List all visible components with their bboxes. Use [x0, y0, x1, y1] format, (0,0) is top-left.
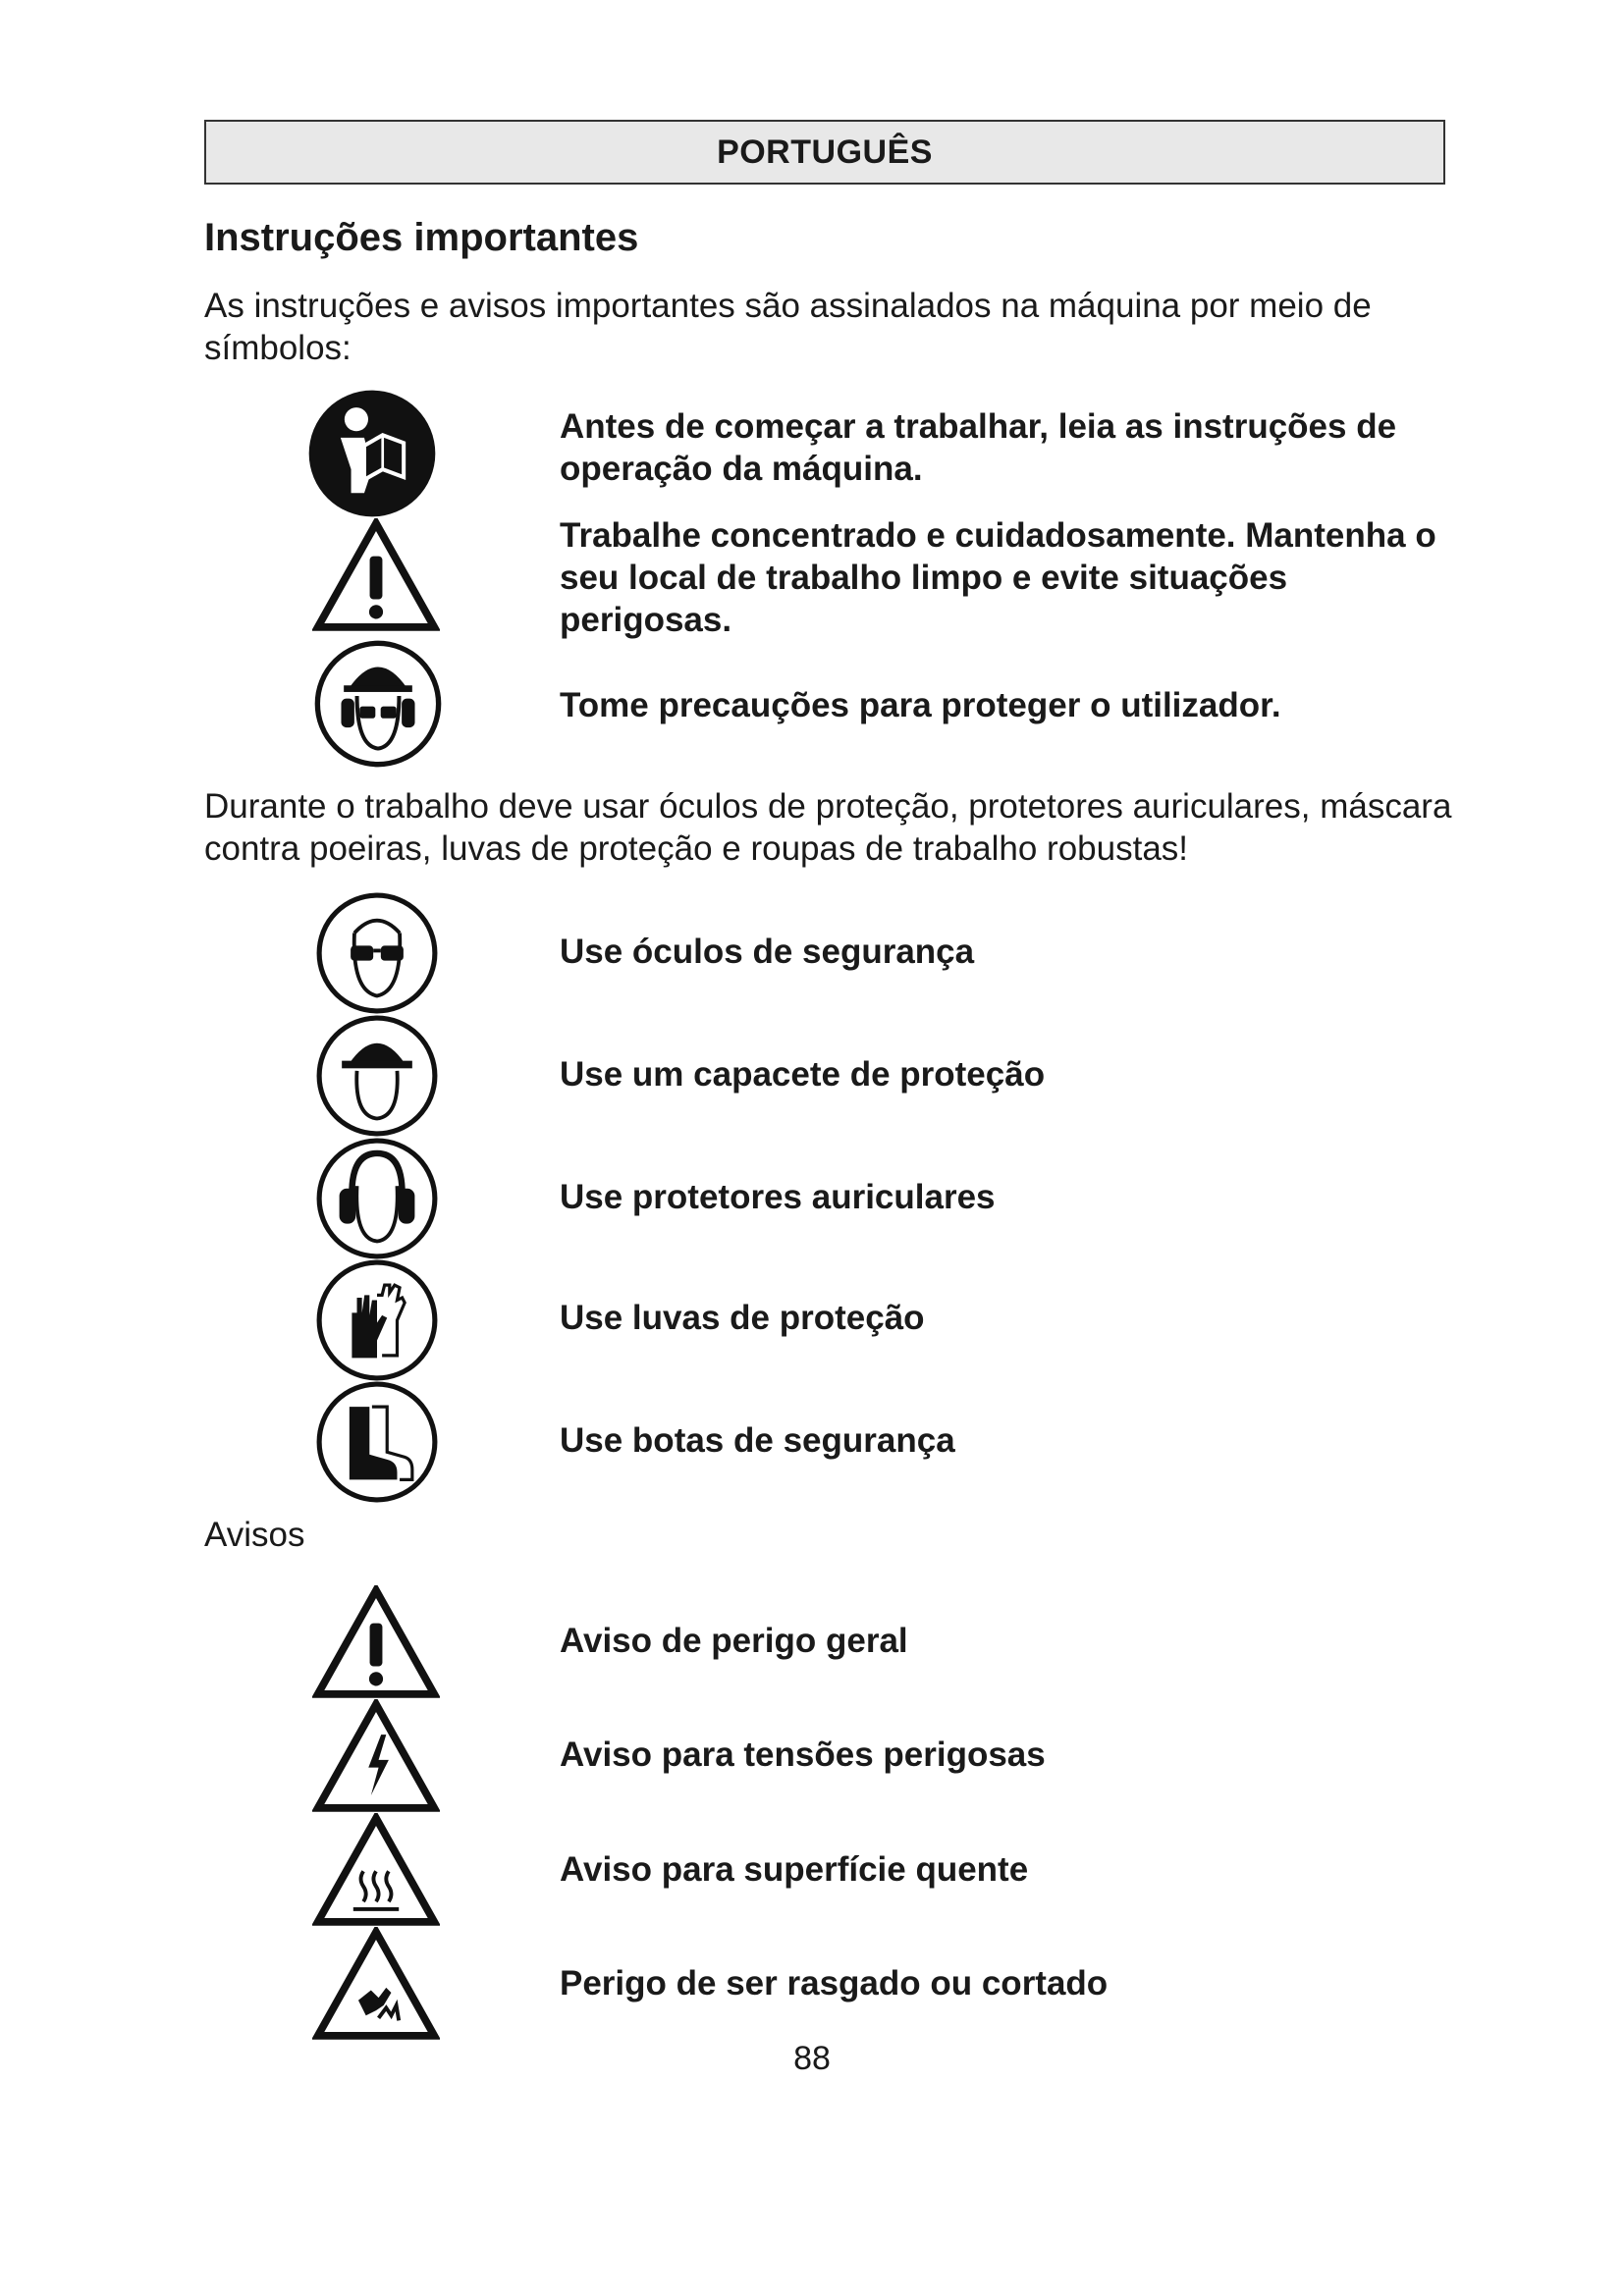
warning-cut-label: Perigo de ser rasgado ou cortado — [560, 1964, 1109, 2002]
cut-hazard-icon — [312, 1927, 440, 2041]
warning-hot-label: Aviso para superfície quente — [560, 1850, 1029, 1889]
high-voltage-icon — [312, 1699, 440, 1813]
ppe-boots-label: Use botas de segurança — [560, 1421, 955, 1460]
ppe-ear-label: Use protetores auriculares — [560, 1178, 996, 1216]
safety-boots-icon — [314, 1379, 440, 1505]
gloves-icon — [314, 1257, 440, 1383]
warnings-label: Avisos — [204, 1516, 305, 1554]
read-manual-icon — [306, 388, 438, 519]
helmet-icon — [314, 1013, 440, 1139]
instruction-work-carefully: Trabalhe concentrado e cuidadosamente. Mantenha o seu local de trabalho limpo e evite situações perigosas. — [560, 516, 1436, 639]
general-danger-icon — [312, 1585, 440, 1699]
language-banner — [204, 120, 1445, 185]
ppe-glasses-label: Use óculos de segurança — [560, 933, 975, 971]
page-number: 88 — [793, 2040, 831, 2077]
instruction-protect-user: Tome precauções para proteger o utilizador. — [560, 686, 1281, 724]
warning-exclamation-icon — [312, 518, 440, 632]
hot-surface-icon — [312, 1813, 440, 1927]
instruction-read-manual: Antes de começar a trabalhar, leia as instruções de operação da máquina. — [560, 407, 1397, 488]
ppe-intro-paragraph: Durante o trabalho deve usar óculos de proteção, protetores auriculares, máscara contra poeiras, luvas de proteção e roupas de trabalho robustas! — [204, 787, 1452, 868]
ear-protection-icon — [314, 1136, 440, 1261]
ppe-gloves-label: Use luvas de proteção — [560, 1299, 925, 1337]
protective-gear-icon — [312, 638, 444, 770]
language-label: PORTUGUÊS — [717, 133, 933, 171]
ppe-helmet-label: Use um capacete de proteção — [560, 1055, 1046, 1094]
warning-voltage-label: Aviso para tensões perigosas — [560, 1735, 1046, 1774]
safety-glasses-icon — [314, 890, 440, 1016]
intro-paragraph: As instruções e avisos importantes são assinalados na máquina por meio de símbolos: — [204, 287, 1372, 367]
warning-general-label: Aviso de perigo geral — [560, 1622, 908, 1660]
section-title: Instruções importantes — [204, 216, 639, 259]
